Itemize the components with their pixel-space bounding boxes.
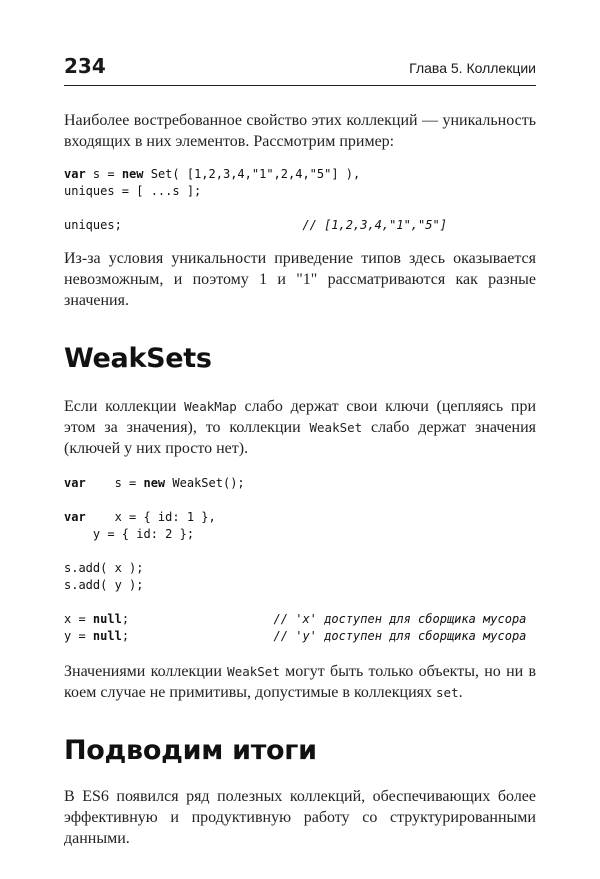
header-divider <box>64 85 536 86</box>
code-line: x = null; // 'x' доступен для сборщика мусора <box>64 612 527 626</box>
code-line: var s = new Set( [1,2,3,4,"1",2,4,"5"] ), <box>64 167 361 181</box>
page-header <box>64 54 536 80</box>
page-content <box>64 110 536 849</box>
uniqueness-paragraph: Из-за условия уникальности приведение типов здесь оказывается невозможным, и поэтому 1 и "1" рассматриваются как разные значения. <box>64 250 536 309</box>
code-block-weakset <box>64 475 536 645</box>
page-number: 234 <box>64 54 106 78</box>
code-line: y = { id: 2 }; <box>64 527 195 541</box>
summary-paragraph: В ES6 появился ряд полезных коллекций, обеспечивающих более эффективную и продуктивную работу со структурированными данными. <box>64 788 536 847</box>
code-line: y = null; // 'y' доступен для сборщика мусора <box>64 629 527 643</box>
code-line: uniques = [ ...s ]; <box>64 184 202 198</box>
code-line: uniques; // [1,2,3,4,"1","5"] <box>64 218 447 232</box>
weakset-values-paragraph: Значениями коллекции WeakSet могут быть только объекты, но ни в коем случае не примитивы, допустимые в коллекциях set. <box>64 663 537 701</box>
section-heading-weaksets: WeakSets <box>64 343 212 374</box>
intro-paragraph: Наиболее востребованное свойство этих коллекций — уникальность входящих в них элементов. Рассмотрим пример: <box>64 112 536 150</box>
section-heading-summary: Подводим итоги <box>64 735 317 766</box>
code-line: s.add( y ); <box>64 578 144 592</box>
chapter-title: Глава 5. Коллекции <box>409 60 536 76</box>
code-line: var s = new WeakSet(); <box>64 476 245 490</box>
code-line: s.add( x ); <box>64 561 144 575</box>
code-line: var x = { id: 1 }, <box>64 510 216 524</box>
weaksets-paragraph: Если коллекции WeakMap слабо держат свои ключи (цепляясь при этом за значения), то коллекции WeakSet слабо держат значения (ключей у них просто нет). <box>64 398 537 457</box>
code-block-set <box>64 166 536 234</box>
